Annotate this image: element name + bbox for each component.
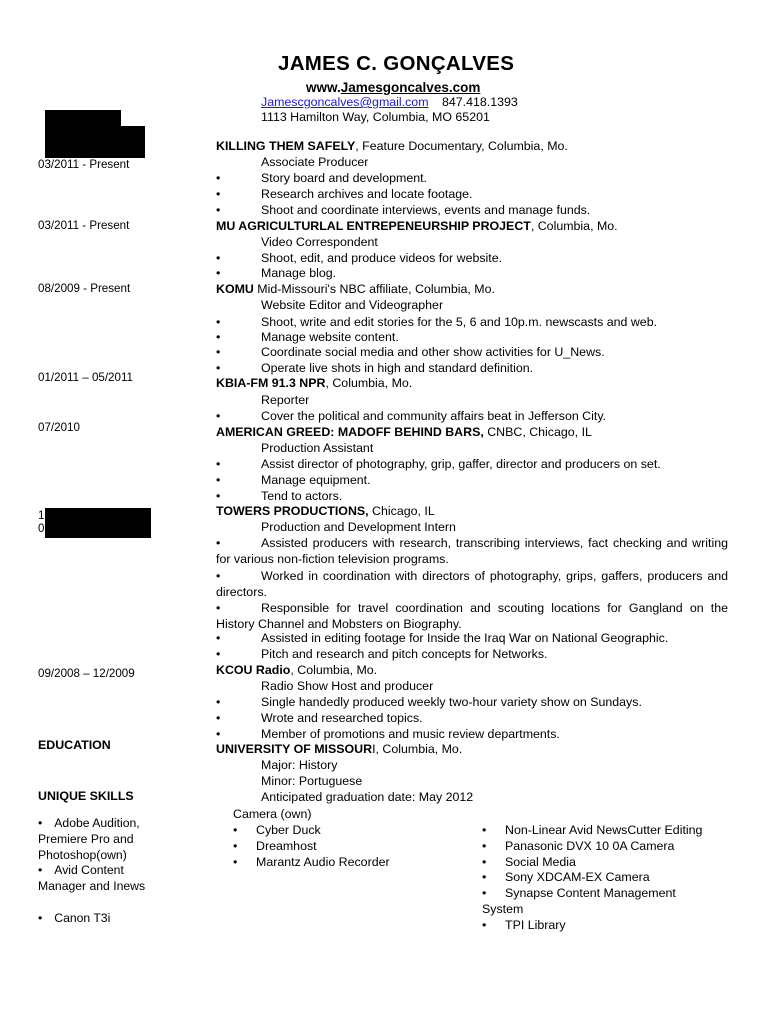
bullet-icon: •	[482, 870, 487, 884]
entry-organization: KILLING THEM SAFELY, Feature Documentary, Columbia, Mo.	[216, 139, 568, 153]
bullet-icon: •	[216, 569, 221, 583]
bullet-icon: •	[482, 855, 487, 869]
bullet-icon: •	[216, 330, 221, 344]
entry-date: 03/2011 - Present	[38, 158, 130, 171]
skill-item: • Adobe Audition, Premiere Pro and Photoshop(own)	[38, 816, 140, 862]
bullet-icon: •	[216, 203, 221, 217]
entry-organization: KBIA-FM 91.3 NPR, Columbia, Mo.	[216, 376, 413, 390]
skill-item: • Avid Content Manager and Inews	[38, 863, 146, 893]
bullet-icon: •	[216, 631, 221, 645]
entry-bullet: Shoot, edit, and produce videos for website.	[261, 251, 503, 265]
entry-bullet: Operate live shots in high and standard definition.	[261, 361, 534, 375]
entry-role: Website Editor and Videographer	[261, 298, 444, 312]
entry-role: Production and Development Intern	[261, 520, 456, 534]
skill-item: Panasonic DVX 10 0A Camera	[505, 839, 675, 853]
resume-name: JAMES C. GONÇALVES	[278, 52, 515, 75]
bullet-icon: •	[482, 839, 487, 853]
bullet-icon: •	[233, 823, 238, 837]
entry-bullet: Single handedly produced weekly two-hour variety show on Sundays.	[261, 695, 642, 709]
entry-organization: TOWERS PRODUCTIONS, Chicago, IL	[216, 504, 435, 518]
entry-organization: AMERICAN GREED: MADOFF BEHIND BARS, CNBC, Chicago, IL	[216, 425, 592, 439]
entry-date: 03/2011 - Present	[38, 219, 130, 232]
bullet-icon: •	[216, 457, 221, 471]
section-heading-education: EDUCATION	[38, 738, 111, 752]
skill-item-wrap: System	[482, 902, 524, 916]
entry-bullet: Coordinate social media and other show activities for U_News.	[261, 345, 605, 359]
section-heading-skills: UNIQUE SKILLS	[38, 789, 134, 803]
entry-bullet: Manage equipment.	[261, 473, 371, 487]
bullet-icon: •	[216, 187, 221, 201]
bullet-icon: •	[216, 473, 221, 487]
entry-role: Video Correspondent	[261, 235, 378, 249]
entry-role: Associate Producer	[261, 155, 369, 169]
bullet-icon: •	[216, 695, 221, 709]
entry-bullet: Pitch and research and pitch concepts for Networks.	[261, 647, 548, 661]
bullet-icon: •	[482, 823, 487, 837]
entry-bullet: Shoot and coordinate interviews, events and manage funds.	[261, 203, 591, 217]
education-major: Major: History	[261, 758, 338, 772]
entry-organization: KOMU Mid-Missouri's NBC affiliate, Columbia, Mo.	[216, 282, 495, 296]
bullet-icon: •	[216, 489, 221, 503]
bullet-icon: •	[216, 647, 221, 661]
entry-bullet: Research archives and locate footage.	[261, 187, 473, 201]
website-prefix: www.	[306, 80, 341, 95]
bullet-icon: •	[233, 839, 238, 853]
bullet-icon: •	[216, 601, 221, 615]
entry-bullet: • Responsible for travel coordination and scouting locations for Gangland on the History Channel and Mobsters on Biography.	[216, 601, 728, 631]
bullet-icon: •	[233, 855, 238, 869]
redaction-block	[45, 508, 151, 538]
entry-bullet: Assist director of photography, grip, gaffer, director and producers on set.	[261, 457, 661, 471]
bullet-icon: •	[216, 251, 221, 265]
entry-role: Radio Show Host and producer	[261, 679, 434, 693]
bullet-icon: •	[216, 345, 221, 359]
bullet-icon: •	[216, 315, 221, 329]
entry-organization: KCOU Radio, Columbia, Mo.	[216, 663, 378, 677]
entry-role: Production Assistant	[261, 441, 374, 455]
entry-bullet: Wrote and researched topics.	[261, 711, 423, 725]
education-graduation: Anticipated graduation date: May 2012	[261, 790, 474, 804]
education-minor: Minor: Portuguese	[261, 774, 363, 788]
skill-item: Sony XDCAM-EX Camera	[505, 870, 650, 884]
bullet-icon: •	[216, 171, 221, 185]
skill-item: TPI Library	[505, 918, 566, 932]
entry-bullet: Cover the political and community affairs beat in Jefferson City.	[261, 409, 607, 423]
bullet-icon: •	[216, 361, 221, 375]
redaction-block	[121, 126, 145, 158]
address: 1113 Hamilton Way, Columbia, MO 65201	[261, 110, 490, 124]
phone-number: 847.418.1393	[441, 95, 518, 109]
redaction-block	[45, 110, 121, 158]
entry-bullet: Manage website content.	[261, 330, 399, 344]
entry-date-partial: 0	[38, 522, 45, 535]
skill-item: Dreamhost	[256, 839, 317, 853]
entry-bullet: Shoot, write and edit stories for the 5, 6 and 10p.m. newscasts and web.	[261, 315, 658, 329]
bullet-icon: •	[216, 727, 221, 741]
entry-date: 08/2009 - Present	[38, 282, 131, 295]
skill-item: Non-Linear Avid NewsCutter Editing	[505, 823, 703, 837]
skill-item: Cyber Duck	[256, 823, 321, 837]
bullet-icon: •	[216, 711, 221, 725]
entry-role: Reporter	[261, 393, 310, 407]
entry-bullet: Assisted in editing footage for Inside the Iraq War on National Geographic.	[261, 631, 669, 645]
bullet-icon: •	[482, 918, 487, 932]
email-link[interactable]: Jamescgoncalves@gmail.com	[261, 95, 429, 109]
entry-bullet: Story board and development.	[261, 171, 428, 185]
website-link[interactable]	[306, 80, 480, 95]
skill-item: Social Media	[505, 855, 576, 869]
entry-date-partial: 1	[38, 509, 45, 522]
entry-date: 09/2008 – 12/2009	[38, 667, 135, 680]
bullet-icon: •	[38, 863, 43, 877]
website-main: Jamesgoncalves.com	[340, 80, 481, 95]
contact-line	[261, 95, 518, 109]
entry-date: 01/2011 – 05/2011	[38, 371, 133, 384]
skill-item: • Canon T3i	[38, 911, 111, 925]
entry-bullet: • Assisted producers with research, transcribing interviews, fact checking and writing for various non-fiction television programs.	[216, 536, 728, 566]
entry-date: 07/2010	[38, 421, 80, 434]
education-school: UNIVERSITY OF MISSOURI, Columbia, Mo.	[216, 742, 463, 756]
entry-bullet: Manage blog.	[261, 266, 337, 280]
skill-item: Camera (own)	[233, 807, 312, 821]
entry-bullet: Tend to actors.	[261, 489, 343, 503]
bullet-icon: •	[216, 266, 221, 280]
bullet-icon: •	[38, 816, 43, 830]
bullet-icon: •	[216, 409, 221, 423]
entry-bullet: Member of promotions and music review departments.	[261, 727, 560, 741]
entry-bullet: • Worked in coordination with directors of photography, grips, gaffers, producers and directors.	[216, 569, 728, 599]
entry-organization: MU AGRICULTURLAL ENTREPENEURSHIP PROJECT, Columbia, Mo.	[216, 219, 618, 233]
bullet-icon: •	[38, 911, 43, 925]
skill-item: Synapse Content Management	[505, 886, 676, 900]
bullet-icon: •	[482, 886, 487, 900]
bullet-icon: •	[216, 536, 221, 550]
skill-item: Marantz Audio Recorder	[256, 855, 390, 869]
